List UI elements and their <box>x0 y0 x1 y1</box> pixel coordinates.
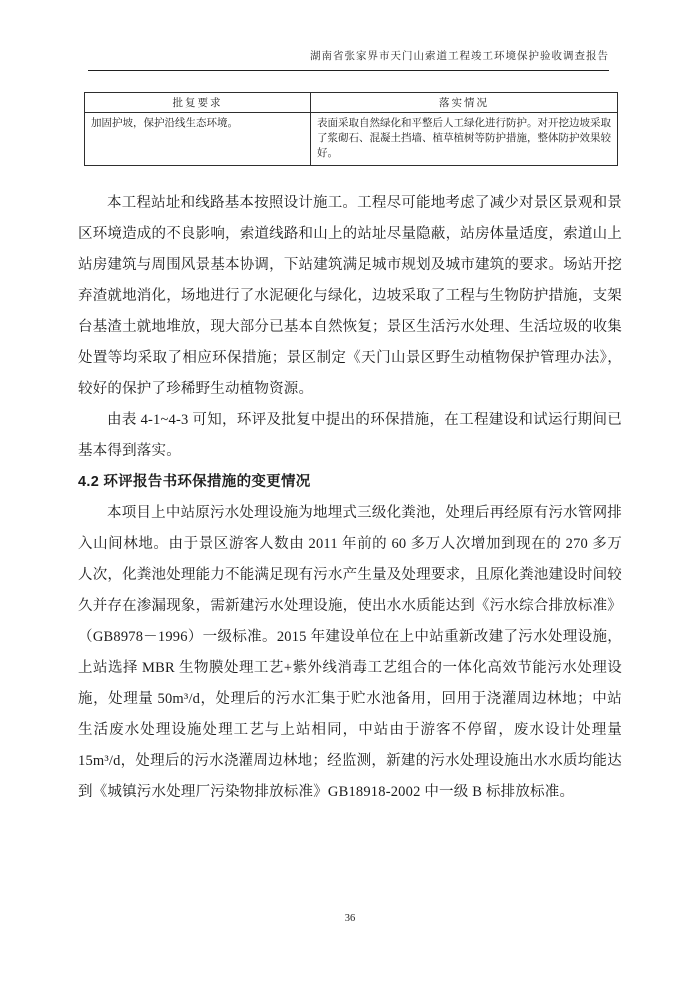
page-number: 36 <box>344 913 356 924</box>
cell-requirement: 加固护坡，保护沿线生态环境。 <box>85 113 311 166</box>
page-header <box>78 50 622 71</box>
paragraph-construction-summary: 本工程站址和线路基本按照设计施工。工程尽可能地考虑了减少对景区景观和景区环境造成的不良影响，索道线路和山上的站址尽量隐蔽，站房体量适度，索道山上站房建筑与周围风景基本协调，下站建筑满足城市规划及城市建筑的要求。场站开挖弃渣就地消化，场地进行了水泥硬化与绿化，边坡采取了工程与生物防护措施，支架台基渣土就地堆放，现大部分已基本自然恢复；景区生活污水处理、生活垃圾的收集处置等均采取了相应环保措施；景区制定《天门山景区野生动植物保护管理办法》，较好的保护了珍稀野生动植物资源。 <box>78 195 622 397</box>
page-footer <box>0 913 700 924</box>
header-title: 湖南省张家界市天门山索道工程竣工环境保护验收调查报告 <box>310 51 609 62</box>
paragraph-implementation-conclusion: 由表 4-1~4-3 可知，环评及批复中提出的环保措施，在工程建设和试运行期间已基本得到落实。 <box>78 412 622 459</box>
paragraph-sewage-treatment-changes: 本项目上中站原污水处理设施为地埋式三级化粪池，处理后再经原有污水管网排入山间林地。由于景区游客人数由 2011 年前的 60 多万人次增加到现在的 270 多万人次，化粪池处理能力不能满足现有污水产生量及处理要求，且原化粪池建设时间较久并存在渗漏现象，需新建污水处理设施，使出水水质能达到《污水综合排放标准》（GB8978－1996）一级标准。2015 年建设单位在上中站重新改建了污水处理设施，上站选择 MBR 生物膜处理工艺+紫外线消毒工艺组合的一体化高效节能污水处理设施，处理量 50m³/d，处理后的污水汇集于贮水池备用，回用于浇灌周边林地；中站生活废水处理设施处理工艺与上站相同，中站由于游客不停留，废水设计处理量 15m³/d，处理后的污水浇灌周边林地；经监测，新建的污水处理设施出水水质均能达到《城镇污水处理厂污染物排放标准》GB18918-2002 中一级 B 标排放标准。 <box>78 505 622 800</box>
col-header-requirement: 批复要求 <box>85 93 311 113</box>
section-heading-4-2: 4.2 环评报告书环保措施的变更情况 <box>78 474 311 490</box>
approval-table <box>84 92 618 166</box>
table-header-row <box>85 93 618 113</box>
document-body <box>78 188 622 808</box>
col-header-implementation: 落实情况 <box>311 93 618 113</box>
header-rule <box>88 70 609 71</box>
table-row <box>85 113 618 166</box>
cell-implementation: 表面采取自然绿化和平整后人工绿化进行防护。对开挖边坡采取了浆砌石、混凝土挡墙、植草植树等防护措施，整体防护效果较好。 <box>311 113 618 166</box>
